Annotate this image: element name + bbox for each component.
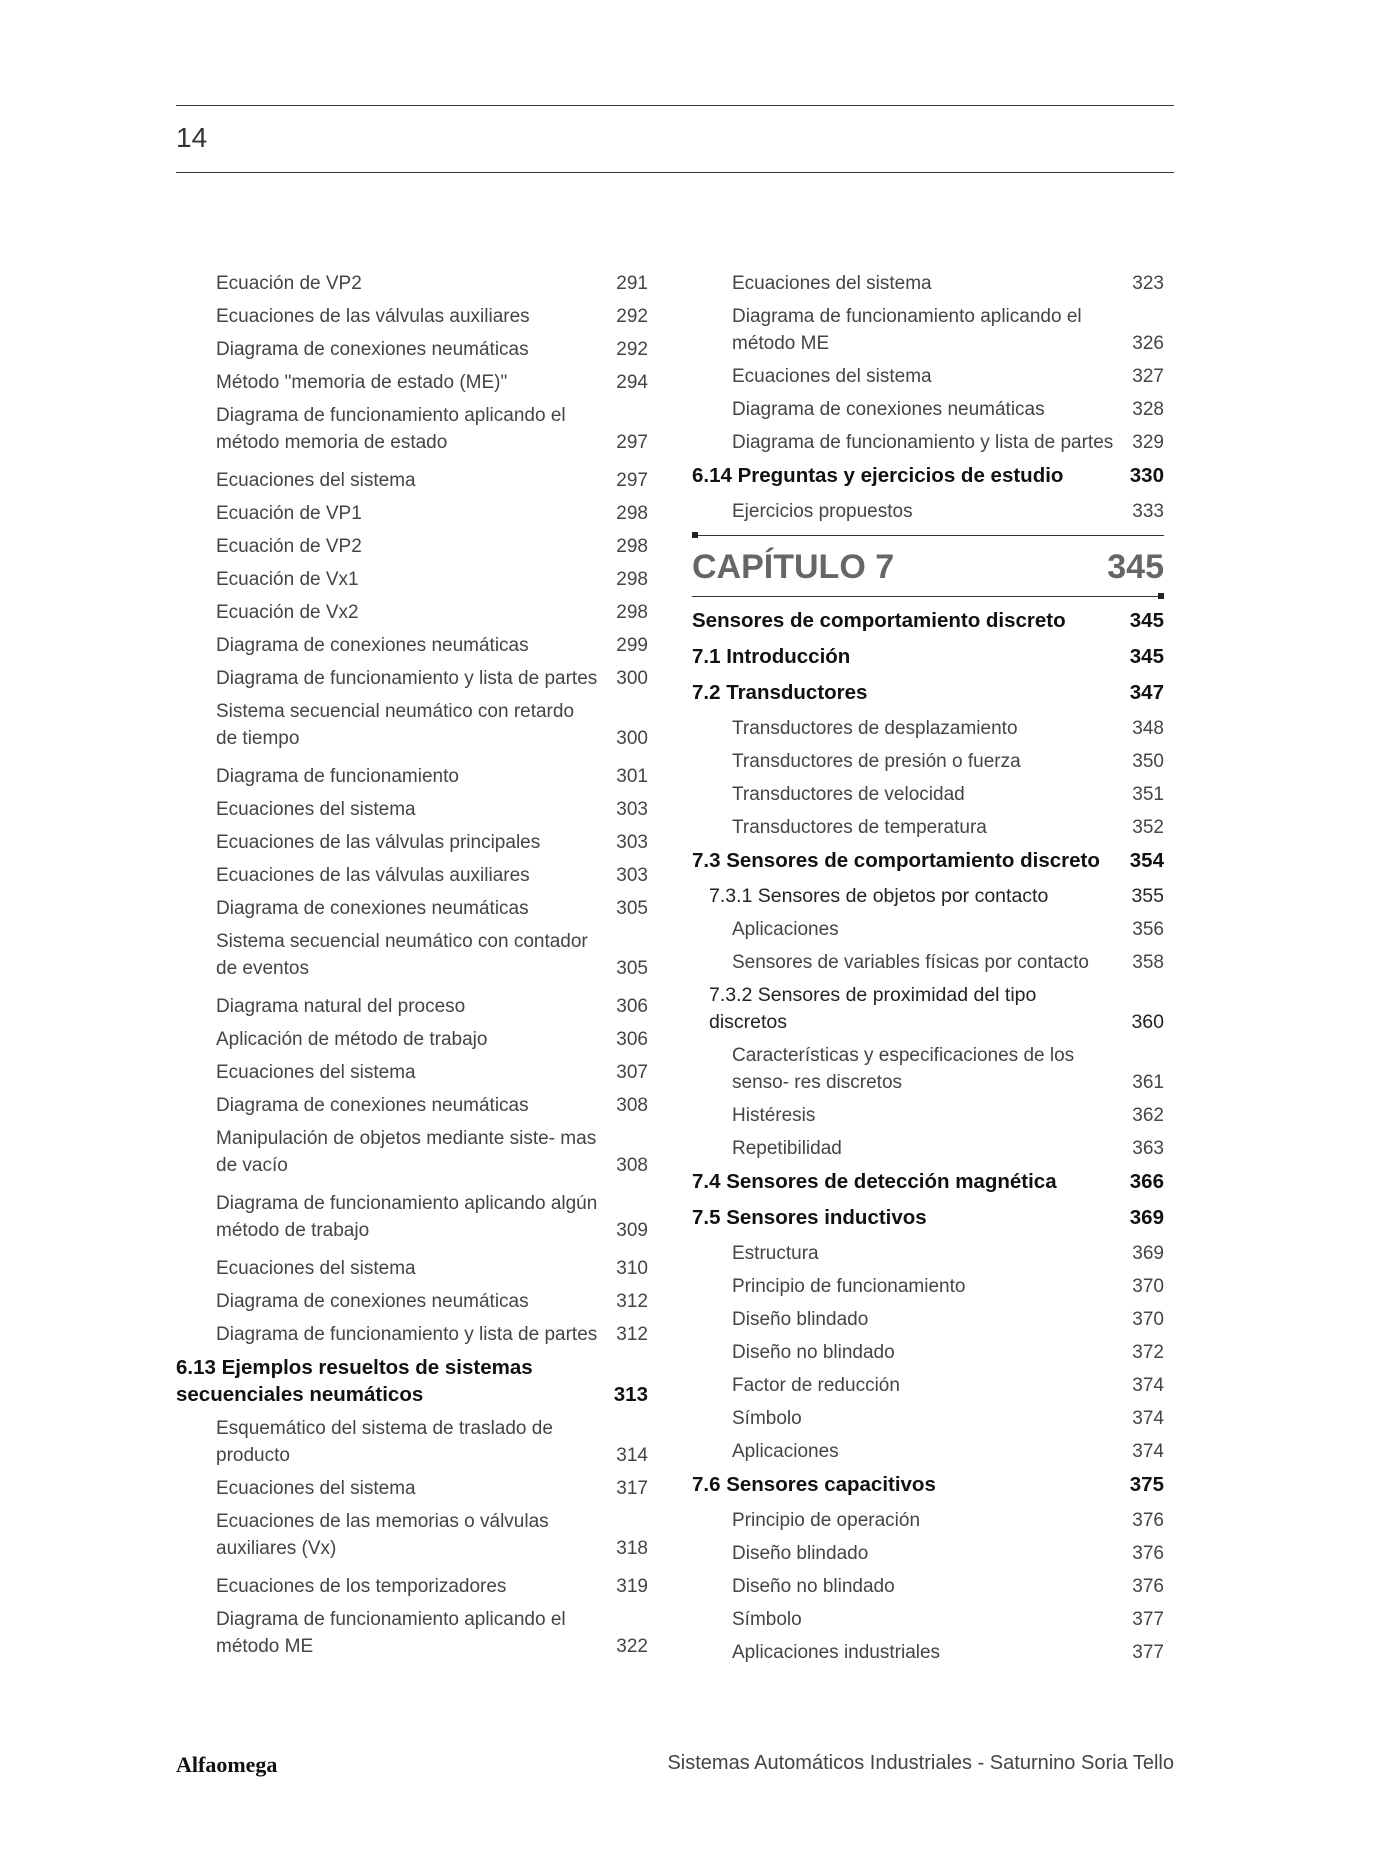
toc-entry xyxy=(176,1321,648,1348)
toc-entry xyxy=(176,1288,648,1315)
toc-entry-title: Histéresis xyxy=(732,1105,816,1126)
toc-entry-page: 370 xyxy=(1132,1276,1164,1297)
toc-entry-title: Características y especificaciones de los senso- res discretos xyxy=(732,1045,1075,1093)
toc-entry-page: 350 xyxy=(1132,751,1164,772)
toc-entry-page: 313 xyxy=(613,1383,648,1406)
toc-entry xyxy=(692,303,1164,357)
toc-entry xyxy=(692,1240,1164,1267)
toc-entry-title: 7.6 Sensores capacitivos xyxy=(692,1473,936,1496)
toc-entry-title: Transductores de presión o fuerza xyxy=(732,751,1021,772)
toc-entry-title: Sensores de comportamiento discreto xyxy=(692,609,1066,632)
toc-entry-title: Sensores de variables físicas por contacto xyxy=(732,952,1089,973)
toc-entry-page: 298 xyxy=(616,536,648,557)
footer-publisher: Alfaomega xyxy=(176,1752,278,1777)
toc-entry-page: 306 xyxy=(616,1029,648,1050)
toc-entry xyxy=(176,1606,648,1660)
toc-entry-page: 323 xyxy=(1132,273,1164,294)
toc-entry xyxy=(176,467,648,494)
toc-entry-title: Diagrama de funcionamiento y lista de partes xyxy=(216,1324,598,1345)
toc-right-after-chapter xyxy=(692,607,1164,1666)
toc-entry-title: Diseño no blindado xyxy=(732,1342,895,1363)
toc-entry-page: 312 xyxy=(616,1324,648,1345)
toc-entry-page: 345 xyxy=(1129,609,1164,632)
toc-entry-title: Diagrama de conexiones neumáticas xyxy=(216,1291,529,1312)
toc-entry-title: Repetibilidad xyxy=(732,1138,842,1159)
toc-entry xyxy=(176,599,648,626)
toc-entry-page: 372 xyxy=(1132,1342,1164,1363)
toc-entry-page: 330 xyxy=(1129,464,1164,487)
toc-entry xyxy=(692,1168,1164,1195)
toc-entry-page: 292 xyxy=(616,339,648,360)
toc-entry-title: Ecuación de Vx2 xyxy=(216,602,359,623)
chapter-bottom-rule xyxy=(692,596,1164,597)
toc-entry-title: Transductores de velocidad xyxy=(732,784,965,805)
toc-entry xyxy=(692,1573,1164,1600)
toc-entry-title: Factor de reducción xyxy=(732,1375,900,1396)
toc-entry-page: 297 xyxy=(616,432,648,453)
toc-entry-title: Ecuaciones de las memorias o válvulas auxiliares (Vx) xyxy=(216,1511,549,1559)
toc-entry xyxy=(692,949,1164,976)
toc-entry-title: Ecuación de VP1 xyxy=(216,503,362,524)
toc-entry-title: Diagrama de funcionamiento aplicando el método memoria de estado xyxy=(216,405,566,453)
toc-entry xyxy=(176,862,648,889)
toc-right-before-chapter xyxy=(692,270,1164,525)
toc-entry xyxy=(692,1372,1164,1399)
toc-entry xyxy=(176,1255,648,1282)
rule-marker xyxy=(1158,593,1164,599)
toc-entry-title: Estructura xyxy=(732,1243,819,1264)
toc-right-column xyxy=(692,270,1164,1672)
toc-entry xyxy=(692,715,1164,742)
toc-entry xyxy=(176,369,648,396)
toc-entry-title: Ecuaciones de las válvulas principales xyxy=(216,832,541,853)
toc-entry-title: Aplicación de método de trabajo xyxy=(216,1029,488,1050)
toc-entry-title: Ecuaciones del sistema xyxy=(216,1062,416,1083)
toc-entry-title: Ecuaciones del sistema xyxy=(216,1258,416,1279)
toc-entry-page: 376 xyxy=(1132,1576,1164,1597)
header-top-rule xyxy=(176,105,1174,106)
toc-entry xyxy=(176,1354,648,1408)
toc-entry xyxy=(176,1573,648,1600)
toc-entry-title: 6.14 Preguntas y ejercicios de estudio xyxy=(692,464,1064,487)
toc-entry xyxy=(692,916,1164,943)
toc-entry-page: 366 xyxy=(1129,1170,1164,1193)
toc-entry xyxy=(692,607,1164,634)
toc-entry-title: 7.5 Sensores inductivos xyxy=(692,1206,927,1229)
toc-entry xyxy=(176,1059,648,1086)
toc-entry-page: 369 xyxy=(1129,1206,1164,1229)
chapter-title: CAPÍTULO 7 xyxy=(692,548,895,586)
toc-entry-title: Diagrama de funcionamiento aplicando el método ME xyxy=(732,306,1082,354)
toc-entry-title: 7.3.1 Sensores de objetos por contacto xyxy=(709,885,1049,907)
chapter-heading-block xyxy=(692,535,1164,597)
toc-entry xyxy=(692,679,1164,706)
toc-entry xyxy=(692,883,1164,910)
toc-entry-title: Diagrama de conexiones neumáticas xyxy=(216,339,529,360)
toc-entry xyxy=(692,643,1164,670)
toc-entry xyxy=(692,1102,1164,1129)
chapter-heading xyxy=(692,536,1164,596)
toc-entry xyxy=(176,533,648,560)
toc-entry-page: 298 xyxy=(616,569,648,590)
toc-entry-page: 356 xyxy=(1132,919,1164,940)
toc-entry-title: Aplicaciones industriales xyxy=(732,1642,941,1663)
toc-entry xyxy=(176,632,648,659)
toc-entry-page: 318 xyxy=(616,1538,648,1559)
toc-entry-title: Diagrama de conexiones neumáticas xyxy=(216,898,529,919)
toc-entry-page: 345 xyxy=(1129,645,1164,668)
toc-entry-title: Diagrama natural del proceso xyxy=(216,996,466,1017)
toc-entry xyxy=(176,303,648,330)
toc-entry-title: 6.13 Ejemplos resueltos de sistemas secuenciales neumáticos xyxy=(176,1356,533,1406)
toc-entry-page: 376 xyxy=(1132,1543,1164,1564)
toc-entry-title: Esquemático del sistema de traslado de producto xyxy=(216,1418,553,1466)
toc-entry-title: Ecuación de VP2 xyxy=(216,536,362,557)
toc-entry xyxy=(692,1339,1164,1366)
page-number: 14 xyxy=(176,122,208,153)
toc-entry-page: 348 xyxy=(1132,718,1164,739)
toc-entry-page: 308 xyxy=(616,1095,648,1116)
toc-entry-page: 301 xyxy=(616,766,648,787)
toc-entry-title: 7.1 Introducción xyxy=(692,645,851,668)
toc-entry-page: 374 xyxy=(1132,1375,1164,1396)
toc-entry xyxy=(692,1204,1164,1231)
toc-entry-page: 329 xyxy=(1132,432,1164,453)
toc-entry xyxy=(692,1471,1164,1498)
toc-entry xyxy=(176,665,648,692)
toc-entry-page: 303 xyxy=(616,799,648,820)
toc-entry-page: 327 xyxy=(1132,366,1164,387)
toc-entry-title: Diseño blindado xyxy=(732,1543,869,1564)
toc-entry xyxy=(692,1273,1164,1300)
toc-entry-title: Ecuaciones del sistema xyxy=(732,273,932,294)
toc-entry xyxy=(692,1507,1164,1534)
toc-entry xyxy=(176,796,648,823)
toc-entry-page: 377 xyxy=(1132,1642,1164,1663)
toc-entry-page: 363 xyxy=(1132,1138,1164,1159)
toc-entry-page: 374 xyxy=(1132,1408,1164,1429)
toc-entry-title: Ecuaciones del sistema xyxy=(216,470,416,491)
toc-entry-title: 7.2 Transductores xyxy=(692,681,868,704)
toc-entry-page: 360 xyxy=(1131,1011,1164,1033)
toc-entry-title: Diagrama de conexiones neumáticas xyxy=(216,635,529,656)
toc-entry-title: Transductores de desplazamiento xyxy=(732,718,1018,739)
toc-entry-title: Principio de funcionamiento xyxy=(732,1276,966,1297)
toc-entry-title: Diseño no blindado xyxy=(732,1576,895,1597)
toc-entry-page: 354 xyxy=(1129,849,1164,872)
toc-entry xyxy=(176,829,648,856)
toc-entry xyxy=(692,462,1164,489)
toc-entry xyxy=(692,1306,1164,1333)
toc-entry-title: Diagrama de funcionamiento y lista de partes xyxy=(732,432,1114,453)
toc-entry-page: 300 xyxy=(616,728,648,749)
toc-entry-page: 322 xyxy=(616,1636,648,1657)
toc-entry-title: Sistema secuencial neumático con contador de eventos xyxy=(216,931,588,979)
toc-entry-title: Manipulación de objetos mediante siste- mas de vacío xyxy=(216,1128,597,1176)
toc-entry-title: Ecuación de VP2 xyxy=(216,273,362,294)
toc-entry-page: 355 xyxy=(1131,885,1164,907)
toc-entry-title: Aplicaciones xyxy=(732,919,839,940)
toc-entry-page: 319 xyxy=(616,1576,648,1597)
rule-marker xyxy=(692,532,698,538)
toc-entry xyxy=(176,763,648,790)
toc-entry-title: Diagrama de funcionamiento xyxy=(216,766,459,787)
toc-entry xyxy=(692,1135,1164,1162)
toc-entry-page: 351 xyxy=(1132,784,1164,805)
toc-entry xyxy=(692,781,1164,808)
toc-entry-page: 328 xyxy=(1132,399,1164,420)
toc-entry-page: 305 xyxy=(616,898,648,919)
toc-entry-title: 7.3 Sensores de comportamiento discreto xyxy=(692,849,1100,872)
toc-entry-page: 291 xyxy=(616,273,648,294)
toc-entry-page: 352 xyxy=(1132,817,1164,838)
toc-entry xyxy=(176,1026,648,1053)
toc-entry xyxy=(176,1508,648,1562)
toc-entry-title: Ecuaciones del sistema xyxy=(732,366,932,387)
toc-entry xyxy=(176,1190,648,1244)
toc-entry xyxy=(692,982,1164,1036)
toc-entry-title: Ecuaciones de los temporizadores xyxy=(216,1576,507,1597)
toc-entry xyxy=(176,336,648,363)
toc-entry xyxy=(692,363,1164,390)
toc-entry-page: 303 xyxy=(616,865,648,886)
toc-entry xyxy=(176,1092,648,1119)
toc-entry-page: 333 xyxy=(1132,501,1164,522)
toc-entry-title: Diagrama de funcionamiento y lista de partes xyxy=(216,668,598,689)
toc-entry-page: 298 xyxy=(616,503,648,524)
toc-entry-page: 300 xyxy=(616,668,648,689)
chapter-top-rule xyxy=(692,535,1164,536)
toc-entry-page: 376 xyxy=(1132,1510,1164,1531)
toc-entry-title: Diagrama de conexiones neumáticas xyxy=(732,399,1045,420)
toc-entry xyxy=(692,498,1164,525)
toc-entry-page: 370 xyxy=(1132,1309,1164,1330)
toc-entry xyxy=(176,1125,648,1179)
toc-entry-title: Ejercicios propuestos xyxy=(732,501,913,522)
footer-book-title: Sistemas Automáticos Industriales - Saturnino Soria Tello xyxy=(667,1752,1174,1774)
toc-entry-page: 299 xyxy=(616,635,648,656)
chapter-page: 345 xyxy=(1107,548,1164,586)
toc-entry-title: Principio de operación xyxy=(732,1510,921,1531)
toc-entry-title: Diseño blindado xyxy=(732,1309,869,1330)
toc-entry-page: 326 xyxy=(1132,333,1164,354)
toc-entry-page: 377 xyxy=(1132,1609,1164,1630)
toc-entry-title: Ecuaciones del sistema xyxy=(216,799,416,820)
toc-entry-title: Método "memoria de estado (ME)" xyxy=(216,372,508,393)
toc-entry-page: 312 xyxy=(616,1291,648,1312)
toc-entry-page: 305 xyxy=(616,958,648,979)
toc-entry xyxy=(692,1438,1164,1465)
toc-entry-page: 292 xyxy=(616,306,648,327)
toc-entry xyxy=(176,895,648,922)
toc-entry-title: Símbolo xyxy=(732,1408,802,1429)
toc-entry xyxy=(692,748,1164,775)
toc-entry xyxy=(692,1042,1164,1096)
toc-entry-page: 294 xyxy=(616,372,648,393)
toc-entry-title: Diagrama de funcionamiento aplicando el método ME xyxy=(216,1609,566,1657)
toc-entry xyxy=(176,1415,648,1469)
toc-entry-page: 309 xyxy=(616,1220,648,1241)
toc-entry-page: 375 xyxy=(1129,1473,1164,1496)
toc-entry-page: 303 xyxy=(616,832,648,853)
toc-entry xyxy=(176,698,648,752)
toc-entry-title: Aplicaciones xyxy=(732,1441,839,1462)
toc-entry xyxy=(176,993,648,1020)
toc-entry xyxy=(692,1540,1164,1567)
toc-entry-title: Ecuaciones del sistema xyxy=(216,1478,416,1499)
toc-entry xyxy=(692,814,1164,841)
toc-entry-title: Diagrama de conexiones neumáticas xyxy=(216,1095,529,1116)
toc-entry xyxy=(176,402,648,456)
toc-entry xyxy=(692,429,1164,456)
toc-entry xyxy=(692,270,1164,297)
toc-entry-page: 306 xyxy=(616,996,648,1017)
toc-entry xyxy=(692,1405,1164,1432)
toc-entry xyxy=(692,1639,1164,1666)
toc-entry-page: 297 xyxy=(616,470,648,491)
toc-entry-title: Transductores de temperatura xyxy=(732,817,987,838)
toc-entry xyxy=(176,270,648,297)
toc-entry-page: 361 xyxy=(1132,1072,1164,1093)
toc-entry xyxy=(176,1475,648,1502)
toc-entry xyxy=(692,847,1164,874)
toc-entry-title: Símbolo xyxy=(732,1609,802,1630)
toc-entry-page: 374 xyxy=(1132,1441,1164,1462)
toc-left-column xyxy=(176,270,648,1671)
toc-entry-page: 358 xyxy=(1132,952,1164,973)
toc-entry-title: Diagrama de funcionamiento aplicando algún método de trabajo xyxy=(216,1193,598,1241)
toc-entry-title: 7.4 Sensores de detección magnética xyxy=(692,1170,1057,1193)
toc-entry-title: 7.3.2 Sensores de proximidad del tipo discretos xyxy=(709,984,1037,1033)
toc-entry xyxy=(176,500,648,527)
toc-entry-page: 369 xyxy=(1132,1243,1164,1264)
toc-entry-title: Ecuaciones de las válvulas auxiliares xyxy=(216,865,530,886)
toc-entry-page: 298 xyxy=(616,602,648,623)
toc-entry-page: 307 xyxy=(616,1062,648,1083)
toc-entry-page: 314 xyxy=(616,1445,648,1466)
toc-entry-page: 317 xyxy=(616,1478,648,1499)
toc-entry-page: 310 xyxy=(616,1258,648,1279)
toc-entry xyxy=(692,1606,1164,1633)
toc-entry-page: 347 xyxy=(1129,681,1164,704)
toc-entry-page: 362 xyxy=(1132,1105,1164,1126)
toc-entry xyxy=(692,396,1164,423)
toc-entry xyxy=(176,928,648,982)
toc-entry-title: Ecuación de Vx1 xyxy=(216,569,359,590)
header-bottom-rule xyxy=(176,172,1174,173)
toc-entry xyxy=(176,566,648,593)
toc-entry-page: 308 xyxy=(616,1155,648,1176)
toc-entry-title: Ecuaciones de las válvulas auxiliares xyxy=(216,306,530,327)
toc-entry-title: Sistema secuencial neumático con retardo de tiempo xyxy=(216,701,575,749)
